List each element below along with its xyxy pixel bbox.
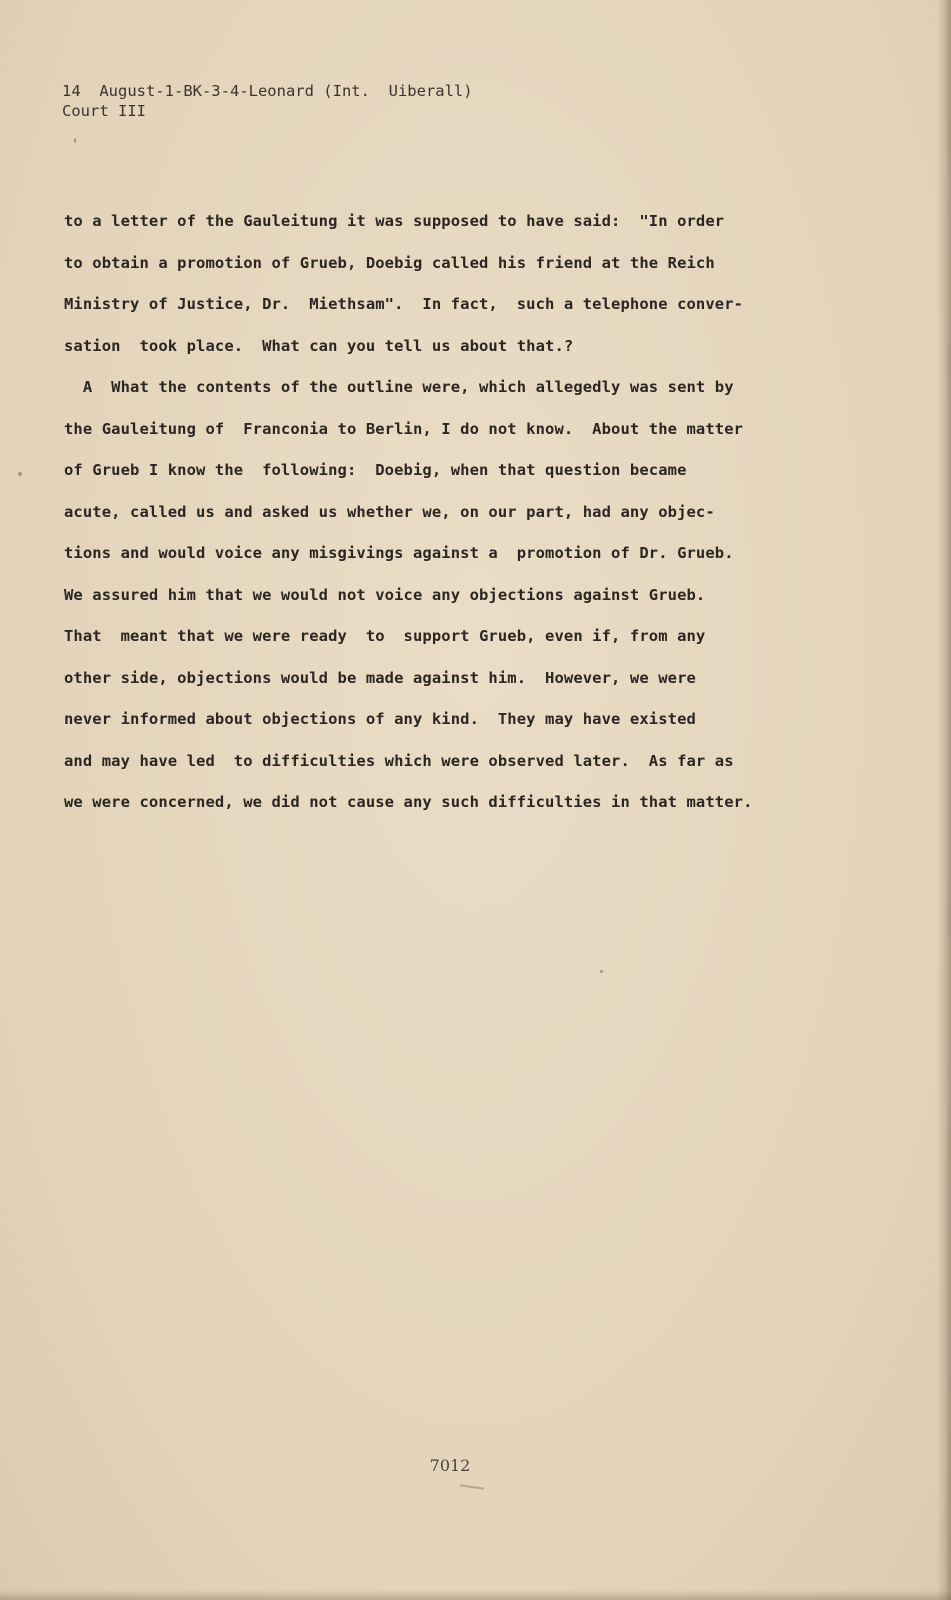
body-line: and may have led to difficulties which were observed later. As far as <box>64 751 734 770</box>
testimony-body <box>64 201 824 824</box>
paper-edge-shadow <box>937 0 951 1600</box>
body-line: That meant that we were ready to support Grueb, even if, from any <box>64 627 706 645</box>
body-line: A What the contents of the outline were, which allegedly was sent by <box>64 378 734 396</box>
body-line: to obtain a promotion of Grueb, Doebig called his friend at the Reich <box>64 253 715 272</box>
body-line: other side, objections would be made against him. However, we were <box>64 668 696 687</box>
paper-speck <box>74 138 76 143</box>
body-line: tions and would voice any misgivings against a promotion of Dr. Grueb. <box>64 544 734 562</box>
page-number: 7012 <box>429 1456 471 1475</box>
document-header-reference: 14 August-1-BK-3-4-Leonard (Int. Uiberall) <box>62 82 473 100</box>
pen-mark <box>460 1484 484 1489</box>
paper-edge-shadow <box>0 1590 951 1600</box>
body-line: never informed about objections of any kind. They may have existed <box>64 710 696 728</box>
body-line: the Gauleitung of Franconia to Berlin, I do not know. About the matter <box>64 419 744 438</box>
paper-speck <box>600 970 603 973</box>
body-line: to a letter of the Gauleitung it was supposed to have said: "In order <box>64 212 725 230</box>
body-line: We assured him that we would not voice any objections against Grueb. <box>64 585 706 604</box>
body-line: acute, called us and asked us whether we, on our part, had any objec- <box>64 502 715 521</box>
body-line: sation took place. What can you tell us about that.? <box>64 336 574 355</box>
body-line: we were concerned, we did not cause any such difficulties in that matter. <box>64 793 753 811</box>
body-line: of Grueb I know the following: Doebig, when that question became <box>64 461 687 479</box>
document-header-court: Court III <box>62 102 146 120</box>
paper-speck <box>18 472 22 476</box>
body-line: Ministry of Justice, Dr. Miethsam". In fact, such a telephone conver- <box>64 295 744 313</box>
